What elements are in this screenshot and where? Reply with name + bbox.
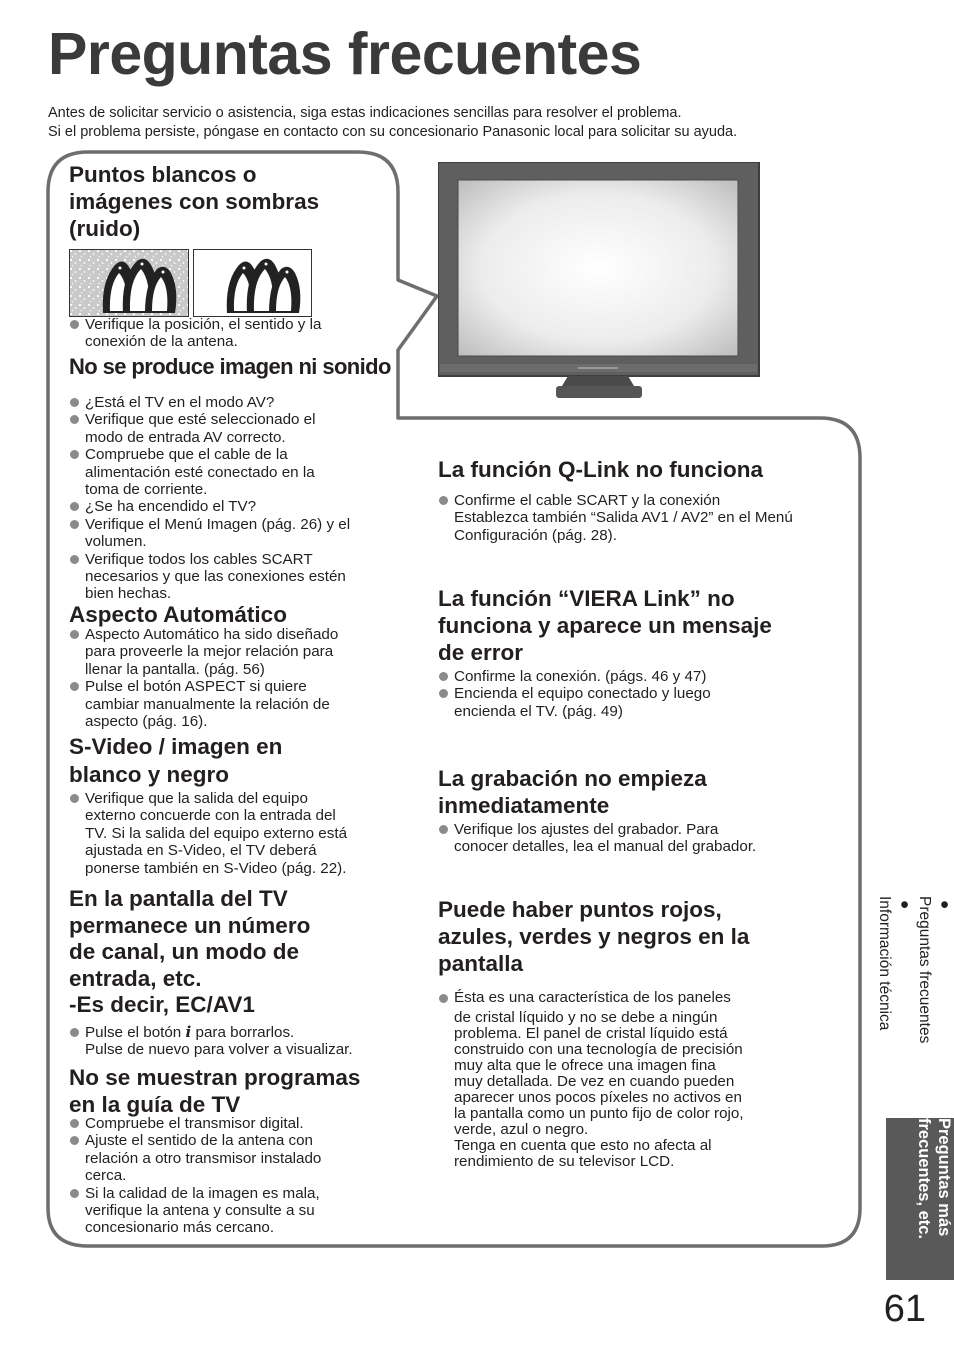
- section-title: Puntos blancos o imágenes con sombras (ruido): [69, 162, 320, 241]
- list-item: Confirme la conexión. (págs. 46 y 47): [438, 668, 853, 685]
- list-item: ¿Está el TV en el modo AV?: [69, 394, 399, 411]
- list-item: Verifique la posición, el sentido y la conexión de la antena.: [69, 316, 399, 351]
- list-item: Encienda el equipo conectado y luego encienda el TV. (pág. 49): [438, 685, 853, 720]
- section-tv-guide-items: [69, 1115, 399, 1237]
- section-auto-aspect-items: [69, 626, 399, 730]
- list-item: Compruebe que el cable de la alimentación esté conectado en la toma de corriente.: [69, 446, 399, 498]
- section-no-picture-items: [69, 391, 399, 603]
- list-item: Si la calidad de la imagen es mala, verifique la antena y consulte a su concesionario más cercano.: [69, 1185, 399, 1237]
- list-item: Verifique que esté seleccionado el modo de entrada AV correcto.: [69, 411, 399, 446]
- list-item: Aspecto Automático ha sido diseñado para proveerle la mejor relación para llenar la pantalla. (pág. 56): [69, 626, 399, 678]
- list-item: Pulse el botón ASPECT si quiere cambiar manualmente la relación de aspecto (pág. 16).: [69, 678, 399, 730]
- section-title: La grabación no empieza inmediatamente: [438, 766, 707, 818]
- list-item: Verifique que la salida del equipo externo concuerde con la entrada del TV. Si la salida del equipo externo está ajustada en S-Video, el TV deberá ponerse también en S-Video (pág. 22).: [69, 790, 409, 877]
- section-viera-link-items: [438, 668, 853, 720]
- side-nav-item-informacion[interactable]: ● Información técnica: [876, 896, 913, 1031]
- section-title: No se produce imagen ni sonido: [69, 354, 391, 379]
- list-item: Verifique el Menú Imagen (pág. 26) y el volumen.: [69, 516, 399, 551]
- list-item: Ajuste el sentido de la antena con relación a otro transmisor instalado cerca.: [69, 1132, 399, 1184]
- list-item: Compruebe el transmisor digital.: [69, 1115, 399, 1132]
- list-item: Verifique todos los cables SCART necesarios y que las conexiones estén bien hechas.: [69, 551, 399, 603]
- noisy-image: [70, 250, 189, 317]
- section-auto-aspect: [69, 601, 287, 628]
- section-white-spots: [69, 161, 319, 242]
- section-svideo-items: [69, 790, 409, 877]
- section-svideo: [69, 733, 282, 789]
- section-white-spots-items: [69, 313, 399, 351]
- list-item: Pulse el botón i para borrarlos. Pulse de nuevo para volver a visualizar.: [69, 1024, 409, 1059]
- tv-illustration: [438, 162, 762, 402]
- section-recording: [438, 765, 707, 819]
- section-pixel-dots: [438, 896, 749, 977]
- list-item: Confirme el cable SCART y la conexión Establezca también “Salida AV1 / AV2” en el Menú Configuración (pág. 28).: [438, 492, 853, 544]
- section-channel-display: [69, 886, 310, 1019]
- section-title: Aspecto Automático: [69, 602, 287, 627]
- section-title: No se muestran programas en la guía de TV: [69, 1065, 361, 1117]
- list-item: ¿Se ha encendido el TV?: [69, 498, 399, 515]
- side-nav-items[interactable]: [876, 896, 954, 1118]
- side-nav-active-tab[interactable]: Preguntas más frecuentes, etc.: [886, 1118, 954, 1280]
- intro-line-2: Si el problema persiste, póngase en contacto con su concesionario Panasonic local para solicitar su ayuda.: [48, 124, 738, 140]
- page-number: 61: [883, 1288, 926, 1330]
- section-title: Puede haber puntos rojos, azules, verdes y negros en la pantalla: [438, 897, 750, 976]
- info-button-icon: i: [185, 1023, 192, 1041]
- section-channel-display-items: [69, 1024, 409, 1059]
- section-title: La función “VIERA Link” no funciona y aparece un mensaje de error: [438, 586, 772, 665]
- side-navigation: [876, 896, 954, 1280]
- section-viera-link: [438, 585, 772, 666]
- section-recording-items: [438, 821, 853, 856]
- noise-comparison-images: [69, 249, 314, 317]
- intro-line-1: Antes de solicitar servicio o asistencia, siga estas indicaciones sencillas para resolver el problema.: [48, 105, 682, 121]
- section-title: En la pantalla del TV permanece un número de canal, un modo de entrada, etc. -Es decir, EC/AV1: [69, 886, 311, 1018]
- section-no-picture: [69, 354, 391, 380]
- clear-image: [194, 250, 312, 317]
- section-pixel-dots-items: [438, 990, 853, 1170]
- list-item: Verifique los ajustes del grabador. Para conocer detalles, lea el manual del grabador.: [438, 821, 853, 856]
- section-qlink-items: [438, 492, 853, 544]
- section-tv-guide: [69, 1064, 360, 1118]
- list-item: Ésta es una característica de los paneles de cristal líquido y no se debe a ningún problema. El panel de cristal líquido está construido con una tecnología de precisión muy alta que le ofrece una imagen fina muy detallada. De vez en cuando pueden aparecer unos pocos píxeles no activos en la pantalla como un punto fijo de color rojo, verde, azul o negro. Tenga en cuenta que esto no afecta al rendimiento de su televisor LCD.: [438, 990, 853, 1170]
- section-title: La función Q-Link no funciona: [438, 457, 763, 482]
- side-nav-item-preguntas[interactable]: ● Preguntas frecuentes: [916, 896, 953, 1044]
- section-title: S-Video / imagen en blanco y negro: [69, 734, 283, 787]
- page-title: Preguntas frecuentes: [48, 21, 642, 87]
- section-qlink: [438, 456, 763, 483]
